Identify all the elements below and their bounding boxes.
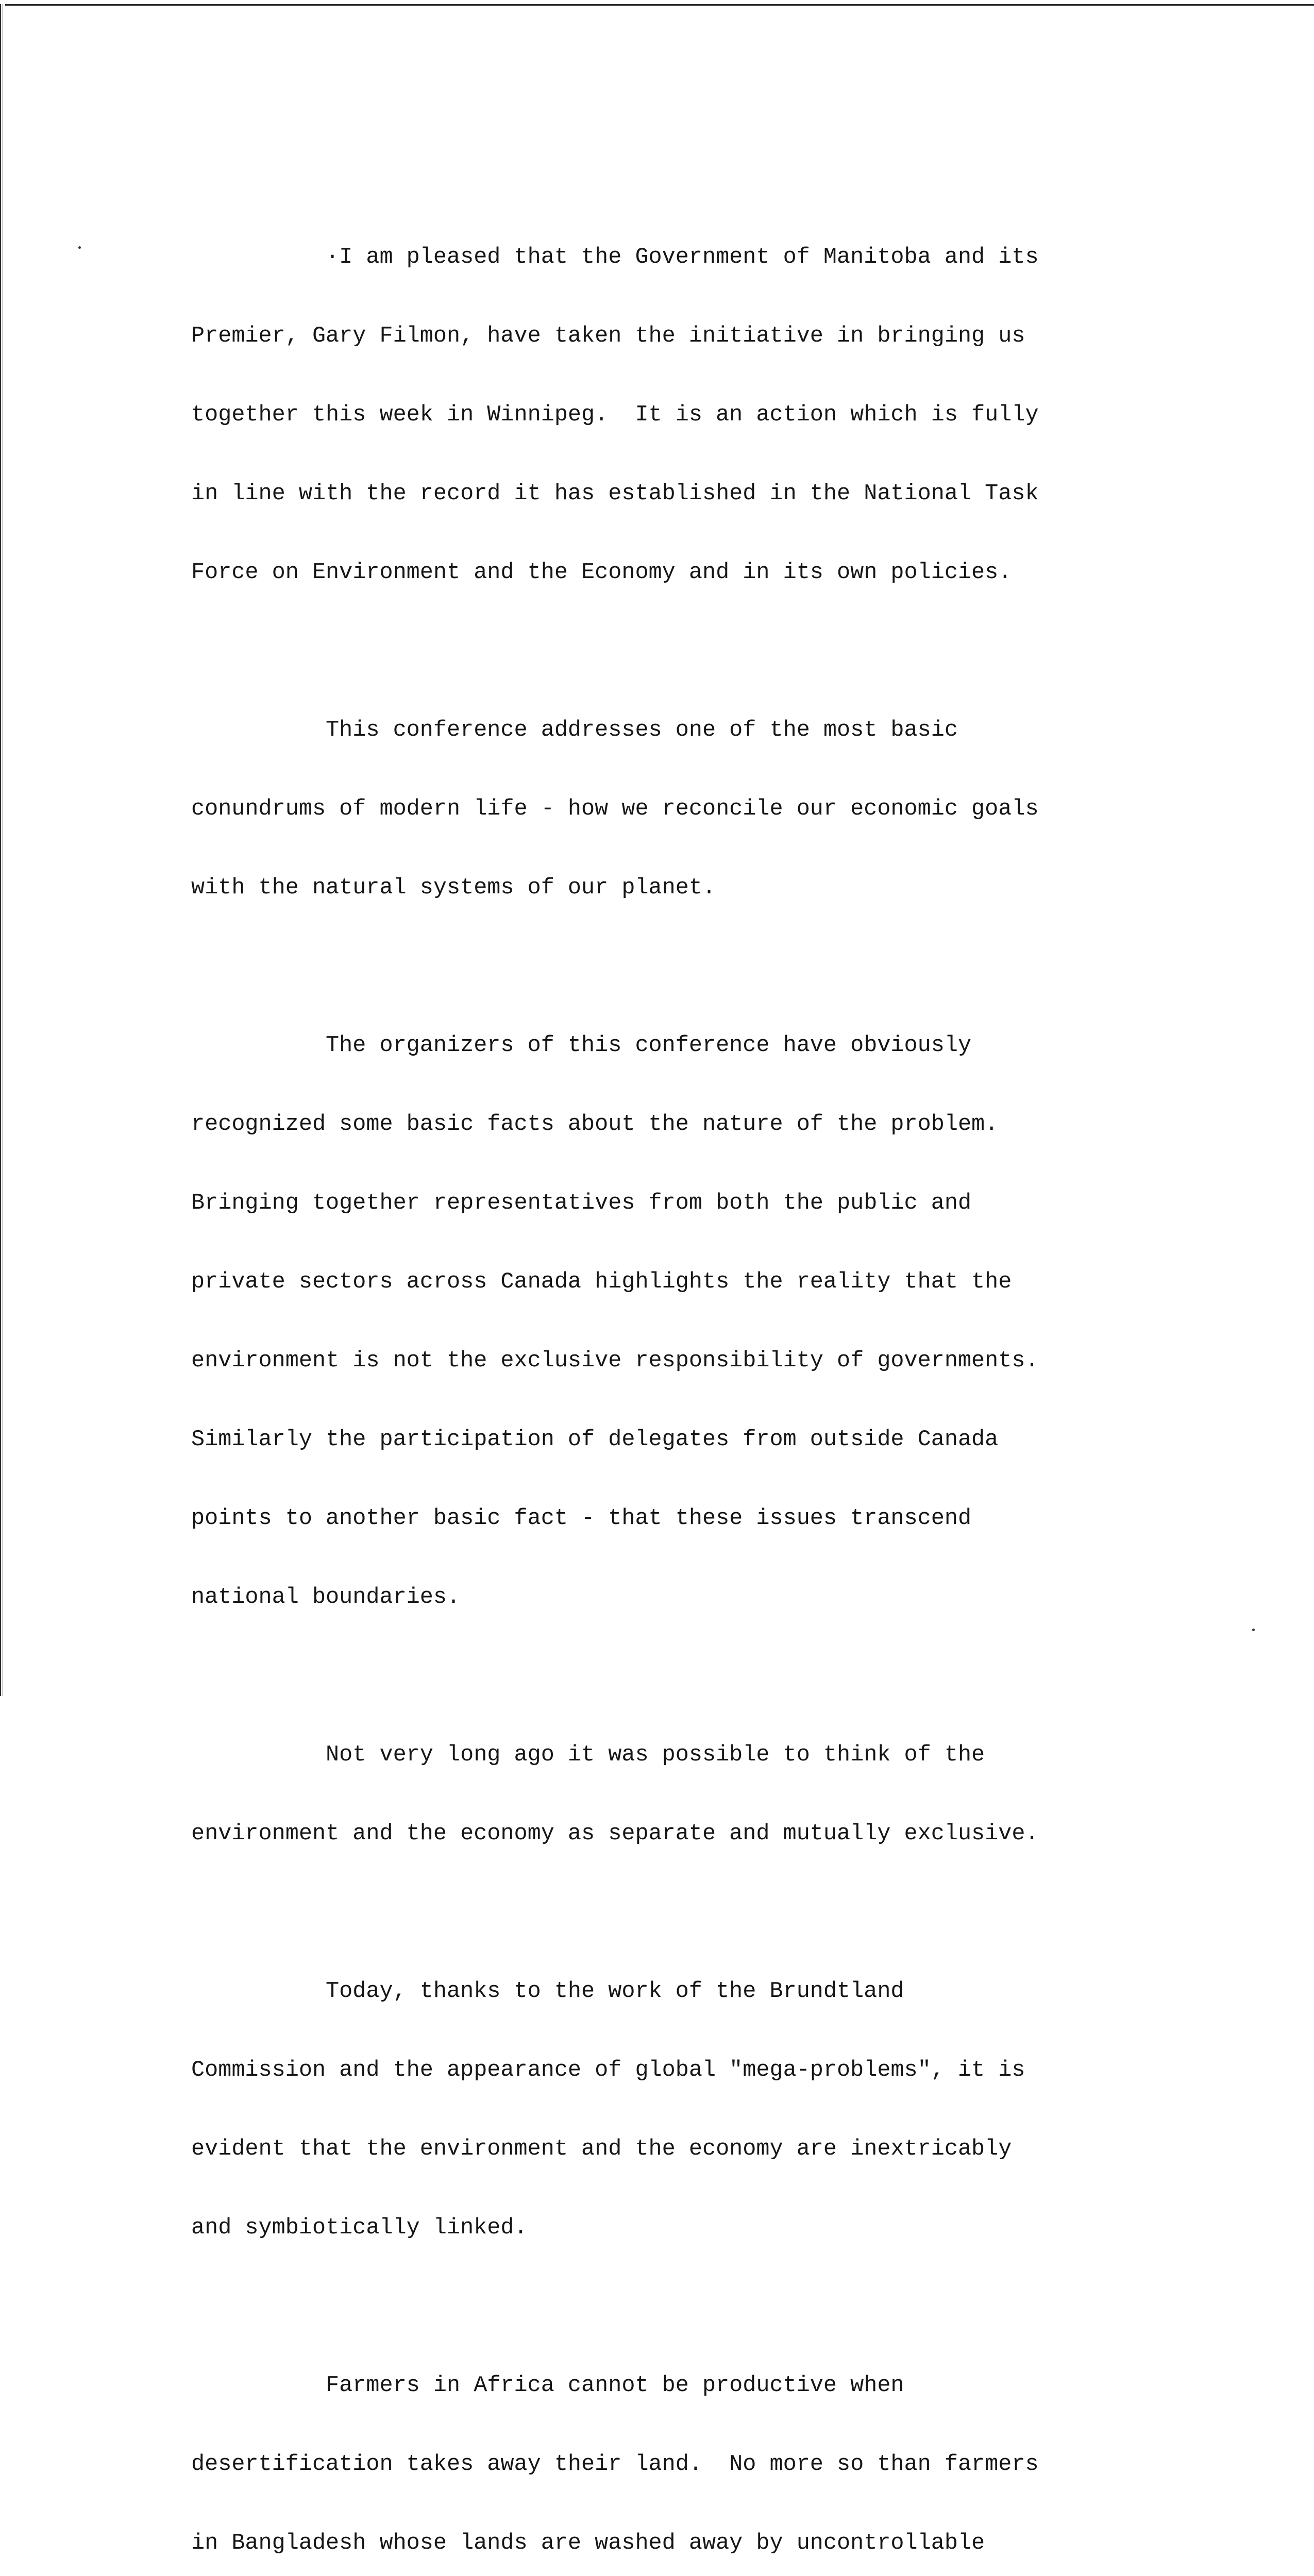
- text-line: This conference addresses one of the most basic: [191, 718, 958, 743]
- text-line: Farmers in Africa cannot be productive when: [191, 2373, 904, 2398]
- text-line: conundrums of modern life - how we reconcile our economic goals: [191, 796, 1039, 822]
- text-line: national boundaries.: [191, 1585, 461, 1610]
- text-line: Force on Environment and the Economy and in its own policies.: [191, 560, 1012, 585]
- document-page: [191, 192, 1186, 2576]
- text-line: environment and the economy as separate and mutually exclusive.: [191, 1821, 1039, 1846]
- text-line: together this week in Winnipeg. It is an action which is fully: [191, 402, 1039, 428]
- text-line: private sectors across Canada highlights the reality that the: [191, 1269, 1012, 1295]
- text-line: in line with the record it has established in the National Task: [191, 481, 1039, 506]
- text-line: Similarly the participation of delegates from outside Canada: [191, 1427, 999, 1452]
- paragraph-organizers: [191, 980, 1186, 1663]
- paragraph-farmers: [191, 2320, 1186, 2576]
- text-line: The organizers of this conference have obviously: [191, 1033, 972, 1058]
- text-line: Bringing together representatives from both the public and: [191, 1191, 972, 1216]
- paragraph-manitoba-initiative: [191, 192, 1186, 638]
- scan-speck: [78, 246, 81, 249]
- text-line: points to another basic fact - that these issues transcend: [191, 1506, 972, 1531]
- text-line: Not very long ago it was possible to think of the: [191, 1742, 985, 1768]
- text-line: recognized some basic facts about the nature of the problem.: [191, 1112, 999, 1137]
- text-line: with the natural systems of our planet.: [191, 875, 716, 901]
- left-scan-edge: [0, 4, 5, 1696]
- scan-speck: [1252, 1629, 1255, 1631]
- text-line: and symbiotically linked.: [191, 2215, 528, 2241]
- top-border-rule: [0, 4, 1314, 6]
- text-line: Today, thanks to the work of the Brundtland: [191, 1979, 904, 2004]
- text-line: in Bangladesh whose lands are washed away by uncontrollable: [191, 2531, 985, 2556]
- text-line: Commission and the appearance of global "mega-problems", it is: [191, 2058, 1025, 2083]
- paragraph-brundtland: [191, 1926, 1186, 2294]
- text-line: Premier, Gary Filmon, have taken the initiative in bringing us: [191, 324, 1025, 349]
- paragraph-conference-conundrum: [191, 665, 1186, 954]
- text-line: desertification takes away their land. No more so than farmers: [191, 2452, 1039, 2477]
- paragraph-not-long-ago: [191, 1689, 1186, 1900]
- text-line: environment is not the exclusive responsibility of governments.: [191, 1348, 1039, 1374]
- text-line: ·I am pleased that the Government of Manitoba and its: [191, 245, 1039, 270]
- text-line: evident that the environment and the economy are inextricably: [191, 2137, 1012, 2162]
